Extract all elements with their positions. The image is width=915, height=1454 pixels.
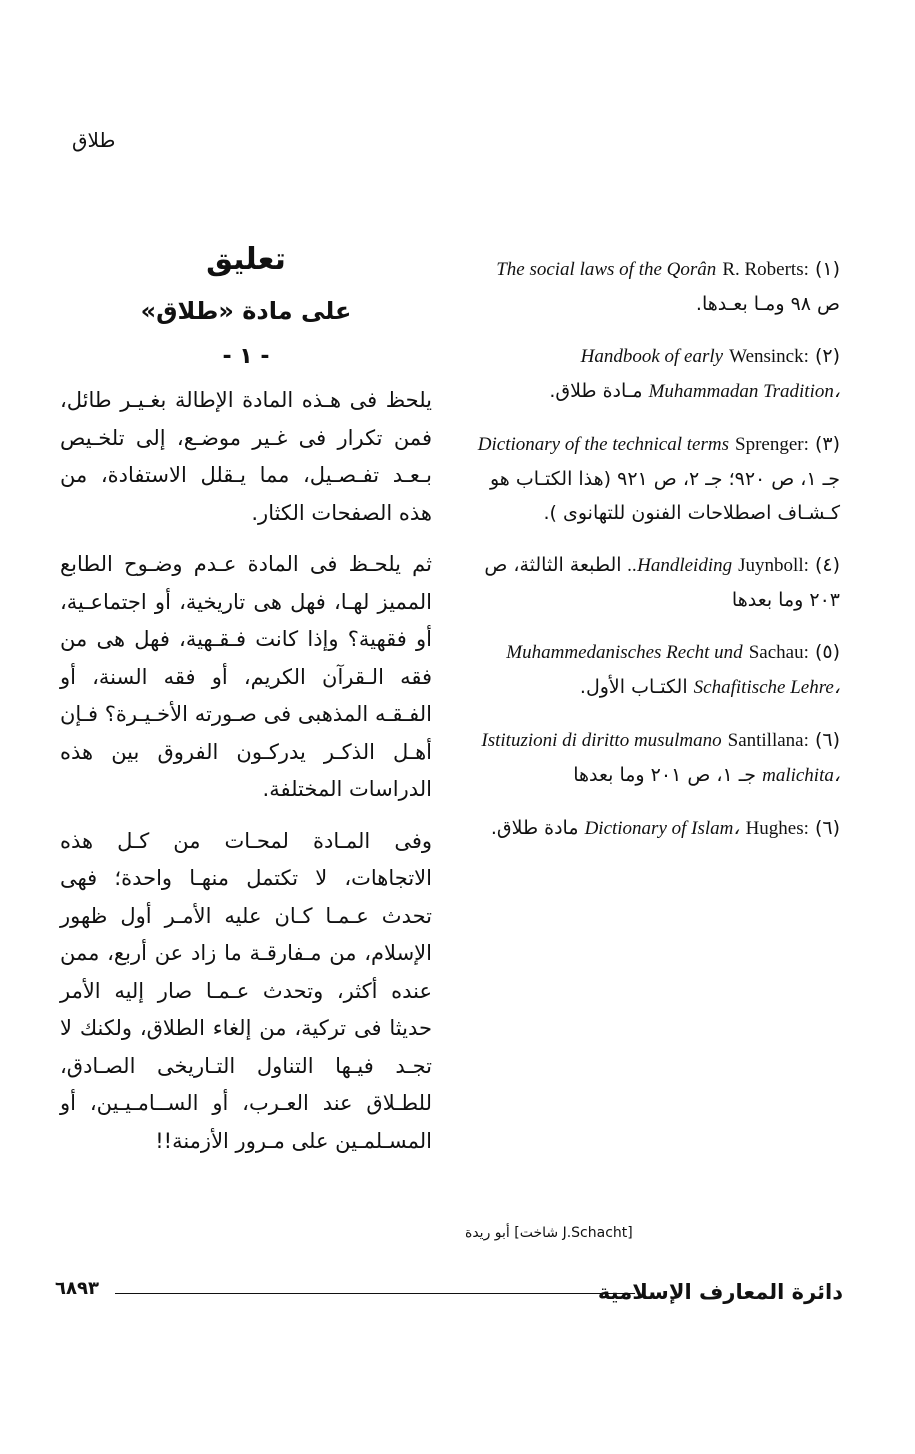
- reference-author: Hughes:: [745, 818, 809, 839]
- reference-author: Sprenger:: [735, 434, 809, 455]
- reference-item: [470, 548, 840, 617]
- reference-item: [470, 811, 840, 846]
- page-number: ٦٨٩٣: [55, 1278, 99, 1299]
- reference-title: Dictionary of Islam،: [584, 818, 740, 839]
- comment-paragraph: يلحظ فى هـذه المادة الإطالة بغـيـر طائل، فمن تكرار فى غـير موضـع، إلى تلخـيص بـعـد تفـصـيل، مما يـقلل الاستفادة، من هذه الصفحات الكثار.: [60, 388, 432, 525]
- reference-author: Santillana:: [727, 730, 809, 751]
- reference-arabic: مـادة طلاق.: [549, 380, 643, 402]
- reference-number: (١): [814, 258, 840, 280]
- reference-number: (٦): [814, 817, 840, 839]
- reference-title: Muhammedanisches Recht und Schafitische Lehre،: [506, 642, 840, 698]
- comment-subtitle: على مادة «طلاق»: [140, 297, 352, 325]
- reference-item: [470, 427, 840, 530]
- reference-author: R. Roberts:: [722, 259, 809, 280]
- reference-title: The social laws of the Qorân: [496, 259, 717, 280]
- reference-arabic: مادة طلاق.: [490, 817, 579, 839]
- reference-author: Juynboll:: [738, 555, 809, 576]
- reference-author: Sachau:: [748, 642, 809, 663]
- running-head: طلاق: [72, 128, 116, 152]
- comment-paragraph: ثم يلحـظ فى المادة عـدم وضـوح الطابع المميز لهـا، فهل هى تاريخية، أو اجتماعـية، أو فقهية؟ وإذا كانت فـقـهية، فهل هى من فقه الـقرآن الكريم، أو فقه السنة، أو الفـقـه المذهبى فى صـورته الأخـيـرة؟ فـإن أهـل الذكـر يدركـون الفروق بين هذه الدراسات المختلفة.: [60, 552, 432, 801]
- reference-arabic: جـ ١، ص ٢٠١ وما بعدها: [573, 764, 757, 786]
- commentary-column: [60, 240, 432, 1174]
- reference-item: [470, 252, 840, 321]
- reference-arabic: جـ ١، ص ٩٢٠؛ جـ ٢، ص ٩٢١ (هذا الكتـاب هو كـشـاف اصطلاحات الفنون للتهانوى ).: [489, 468, 840, 524]
- reference-number: (٣): [814, 433, 840, 455]
- reference-title: ..Handleiding: [627, 555, 733, 576]
- reference-arabic: ص ٩٨ ومـا بعـدها.: [695, 293, 840, 315]
- reference-item: [470, 635, 840, 705]
- reference-number: (٦): [814, 729, 840, 751]
- comment-title: تعليق: [206, 242, 286, 277]
- reference-arabic: الكتـاب الأول.: [579, 676, 688, 698]
- references-column: [470, 252, 840, 864]
- reference-number: (٤): [814, 554, 840, 576]
- publication-title: دائرة المعارف الإسلامية: [597, 1280, 843, 1304]
- reference-title: Handbook of early Muhammadan Tradition،: [580, 346, 840, 402]
- section-number: - ١ -: [222, 344, 270, 369]
- reference-number: (٢): [814, 345, 840, 367]
- author-signature: [J.Schacht شاخت] أبو ريدة: [465, 1225, 633, 1241]
- reference-arabic: الطبعة الثالثة، ص ٢٠٣ وما بعدها: [484, 554, 840, 611]
- footer-divider: [115, 1293, 635, 1294]
- reference-title: Istituzioni di diritto musulmano malichita،: [481, 730, 840, 786]
- reference-title: Dictionary of the technical terms: [477, 434, 729, 455]
- reference-item: [470, 723, 840, 793]
- comment-paragraph: وفى المـادة لمحـات من كـل هذه الاتجاهات، لا تكتمل منهـا واحدة؛ فهى تحدث عـمـا كـان عليه الأمـر أول ظهور الإسلام، من مـفارقـة ما زاد عن أربع، ممن عنده أكثر، وتحدث عـمـا صار إليه الأمر حديثا فى تركية، من إلغاء الطلاق، ولكنك لا تجـد فيـها التناول التـاريخى الصـادق، للطـلاق عند العـرب، أو الســامـيـين، أو المسـلمـين على مـرور الأزمنة!!: [60, 828, 432, 1153]
- reference-item: [470, 339, 840, 409]
- reference-author: Wensinck:: [729, 346, 809, 367]
- reference-number: (٥): [814, 641, 840, 663]
